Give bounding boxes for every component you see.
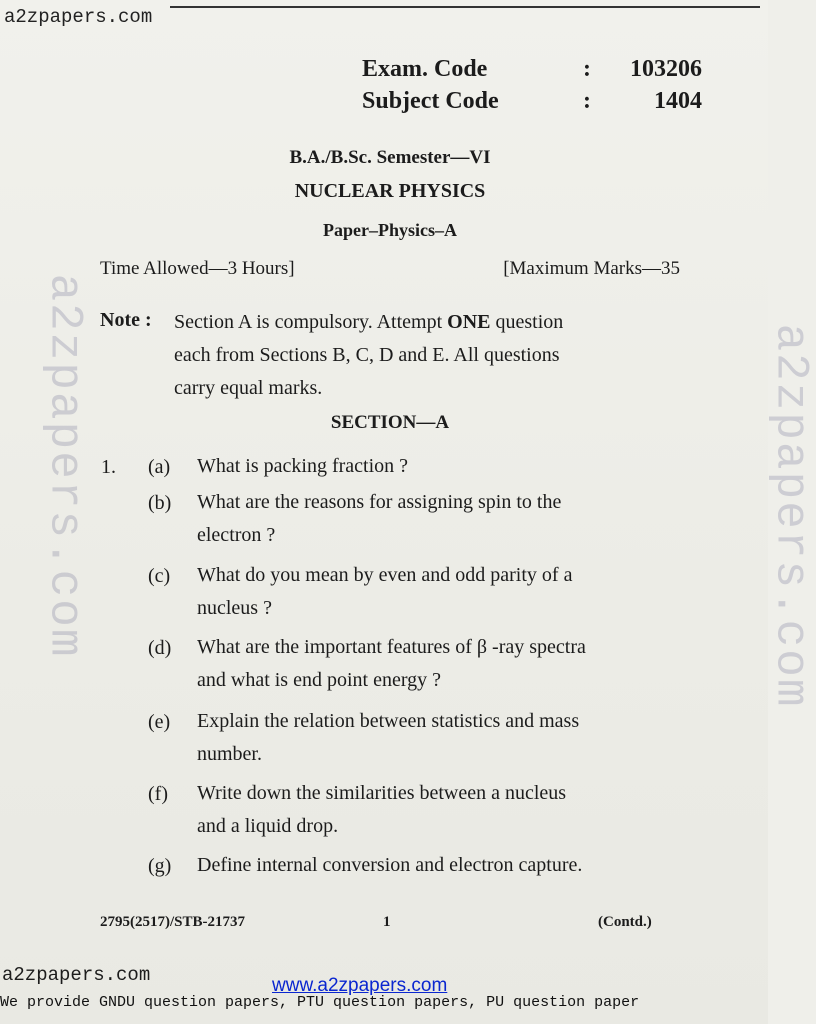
question-letter: (b) [148, 492, 172, 514]
time-allowed: Time Allowed—3 Hours] [100, 258, 295, 279]
subject-code-colon: : [583, 88, 591, 114]
question-letter: (a) [148, 456, 171, 478]
question-line-2: and a liquid drop. [197, 815, 339, 837]
subject-title: NUCLEAR PHYSICS [294, 180, 486, 202]
question-item [197, 631, 679, 697]
question-item [197, 849, 679, 882]
question-line-1: Write down the similarities between a nucleus [197, 782, 567, 804]
question-line-2: electron ? [197, 524, 276, 546]
page-number: 1 [383, 914, 391, 930]
exam-code-colon: : [583, 56, 591, 82]
site-link[interactable]: www.a2zpapers.com [272, 975, 448, 996]
question-line-1: What is packing fraction ? [197, 455, 409, 477]
watermark-right: a2zpapers.com [764, 323, 816, 709]
question-item [197, 705, 679, 771]
question-item [197, 777, 679, 843]
note-label: Note : [100, 309, 152, 331]
section-a-heading: SECTION—A [330, 412, 450, 433]
question-line-1: What are the reasons for assigning spin to the [197, 491, 562, 513]
subject-code-row [362, 88, 702, 115]
exam-code-label: Exam. Code [362, 56, 488, 82]
question-item [197, 486, 679, 552]
note-emphasis: ONE [447, 311, 491, 333]
subject-code-value: 1404 [654, 88, 702, 114]
note-line-2: each from Sections B, C, D and E. All questions [174, 344, 560, 366]
course-title: B.A./B.Sc. Semester—VI [289, 147, 491, 168]
exam-code-value: 103206 [630, 56, 702, 82]
note-body [174, 306, 678, 405]
question-letter: (c) [148, 565, 171, 587]
question-line-2: number. [197, 743, 262, 765]
watermark-top: a2zpapers.com [4, 6, 153, 28]
footer-site: a2zpapers.com [2, 964, 151, 986]
question-letter: (d) [148, 637, 172, 659]
paper-code: 2795(2517)/STB-21737 [100, 914, 246, 930]
question-line-1: Explain the relation between statistics and mass [197, 710, 580, 732]
question-letter: (f) [148, 783, 168, 805]
question-line-1: Define internal conversion and electron capture. [197, 854, 583, 876]
question-line-1: What are the important features of β -ray spectra [197, 636, 586, 658]
question-line-1: What do you mean by even and odd parity of a [197, 564, 573, 586]
question-item [197, 559, 679, 625]
note-line-1-pre: Section A is compulsory. Attempt [174, 311, 448, 333]
question-letter: (e) [148, 711, 171, 733]
contd-label: (Contd.) [598, 914, 652, 930]
question-number: 1. [101, 456, 116, 478]
top-rule [170, 6, 760, 8]
note-line-3: carry equal marks. [174, 377, 323, 399]
subject-code-label: Subject Code [362, 88, 499, 114]
question-line-2: nucleus ? [197, 597, 272, 619]
note-line-1 [174, 306, 678, 339]
note-line-1-post: question [490, 311, 564, 333]
question-letter: (g) [148, 855, 172, 877]
question-line-2: and what is end point energy ? [197, 669, 442, 691]
question-item [197, 450, 679, 483]
exam-code-row [362, 56, 702, 83]
promo-banner: We provide GNDU question papers, PTU question papers, PU question paper [0, 994, 640, 1011]
watermark-left: a2zpapers.com [38, 273, 91, 659]
max-marks: [Maximum Marks—35 [503, 258, 680, 279]
paper-title: Paper–Physics–A [323, 220, 457, 240]
